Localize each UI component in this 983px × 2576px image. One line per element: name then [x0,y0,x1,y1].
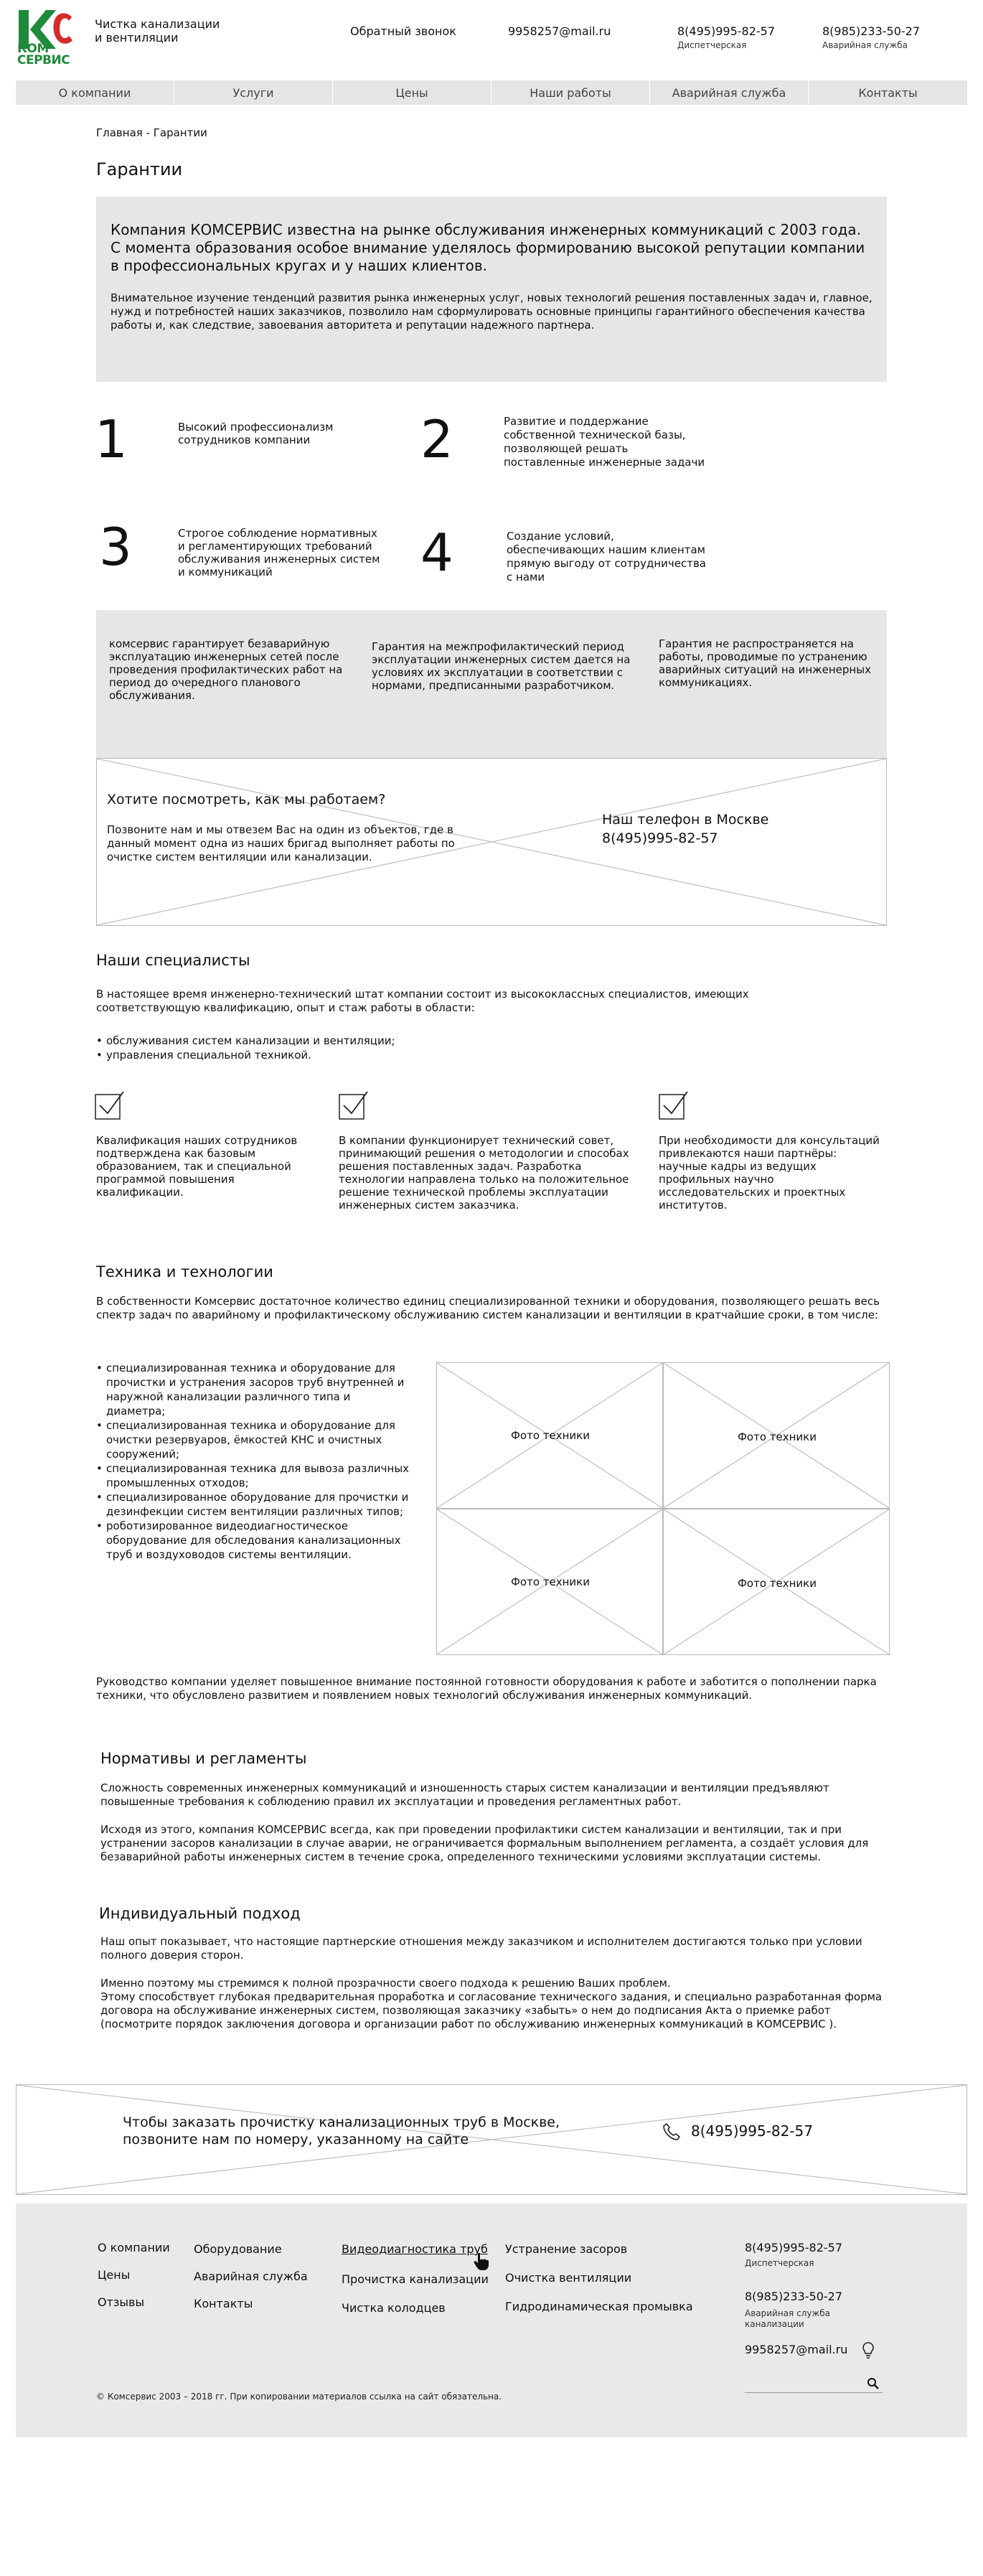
list-item: • специализированное оборудование для прочистки и дезинфекции систем вентиляции различных типов; [96,1490,412,1519]
principle-number-4: 4 [420,523,453,583]
nav-item-works[interactable]: Наши работы [492,80,650,105]
nav-item-prices[interactable]: Цены [333,80,492,105]
photo-caption: Фото техники [738,1430,817,1443]
header-email[interactable]: 9958257@mail.ru [508,24,611,38]
footer-phone-emergency[interactable]: 8(985)233-50-27 [745,2290,843,2303]
footer-link-clog-removal[interactable]: Устранение засоров [505,2242,628,2256]
cta-visit-banner [96,758,887,926]
list-item: • управления специальной техникой. [96,1048,395,1062]
specialists-title: Наши специалисты [96,952,250,969]
cta-visit-phone-label: Наш телефон в Москве [602,812,769,828]
header-phone-emergency[interactable]: 8(985)233-50-27 [822,24,921,38]
footer-link-about[interactable]: О компании [98,2241,170,2254]
checkbox-icon [659,1090,689,1120]
tech-list [96,1361,412,1562]
footer-phone-dispatch[interactable]: 8(495)995-82-57 [745,2241,843,2254]
footer-link-hydrodynamic-flushing[interactable]: Гидродинамическая промывка [505,2300,693,2313]
intro-panel [96,197,887,382]
guarantees-panel [96,610,887,759]
nav-item-about[interactable]: О компании [16,80,174,105]
search-icon[interactable] [867,2377,880,2390]
principle-number-3: 3 [99,517,132,577]
footer-link-contacts[interactable]: Контакты [194,2297,253,2310]
tagline: Чистка канализации и вентиляции [95,17,220,45]
cta-order-text: Чтобы заказать прочистку канализационных труб в Москве, позвоните нам по номеру, указанному на сайте [123,2114,560,2148]
tech-photo-2 [663,1362,890,1509]
footer-search-input[interactable] [745,2377,883,2393]
list-item: • специализированная техника для вывоза различных промышленных отходов; [96,1461,412,1490]
footer [16,2203,967,2437]
page-title: Гарантии [96,159,183,179]
footer-copyright: © Комсервис 2003 – 2018 гг. При копировании материалов ссылка на сайт обязательна. [96,2392,502,2402]
cta-visit-text: Позвоните нам и мы отвезем Вас на один из объектов, где в данный момент одна из наших бригад выполняет работы по очистке систем вентиляции или канализации. [107,823,455,863]
hand-cursor-icon [474,2252,489,2271]
checkbox-icon [339,1090,369,1120]
footer-link-emergency[interactable]: Аварийная служба [194,2270,308,2283]
tech-photo-4 [663,1509,890,1655]
intro-lead: Компания КОМСЕРВИС известна на рынке обслуживания инженерных коммуникаций с 2003 года. С момента образования особое внимание уделялось формированию высокой репутации компании в профессиональных кругах и у наших клиентов. [110,221,865,274]
specialists-feature-2: В компании функционирует технический совет, принимающий решения о методологии и способах решения поставленных задач. Разработка технологии направлена только на положительное решение технической проблемы эксплуатации инженерных систем заказчика. [339,1134,629,1212]
nav-item-contacts[interactable]: Контакты [858,85,918,100]
footer-phone-dispatch-label: Диспетчерская [745,2258,814,2268]
list-item: • специализированная техника и оборудование для прочистки и устранения засоров труб внутренней и наружной канализации различного типа и диаметра; [96,1361,412,1418]
main-nav [16,80,967,105]
list-item: • обслуживания систем канализации и вентиляции; [96,1034,395,1048]
footer-link-video-diagnostics[interactable]: Видеодиагностика труб [342,2242,488,2256]
tech-title: Техника и технологии [96,1263,273,1280]
list-item: • роботизированное видеодиагностическое оборудование для обследования канализационных труб и воздуховодов системы вентиляции. [96,1519,412,1562]
principle-number-1: 1 [95,409,128,469]
checkbox-icon [95,1090,125,1120]
principle-text-4: Создание условий, обеспечивающих нашим клиентам прямую выгоду от сотрудничества с нами [507,530,706,584]
specialists-list [96,1034,395,1062]
footer-link-well-cleaning[interactable]: Чистка колодцев [342,2301,446,2315]
principle-number-2: 2 [420,409,453,469]
guarantee-3: Гарантия не распространяется на работы, проводимые по устранению аварийных ситуаций на инженерных коммуникациях. [659,637,871,689]
tech-intro: В собственности Комсервис достаточное количество единиц специализированной техники и оборудования, позволяющего решать весь спектр задач по аварийному и профилактическому обслуживанию систем канализации и вентиляции в кратчайшие сроки, в том числе: [96,1295,880,1321]
lightbulb-icon [861,2341,875,2359]
footer-link-sewer-cleaning[interactable]: Прочистка канализации [342,2272,489,2286]
header-phone-dispatch[interactable]: 8(495)995-82-57 [677,24,776,38]
principle-text-3: Строгое соблюдение нормативных и регламентирующих требований обслуживания инженерных систем и коммуникаций [178,527,380,579]
specialists-feature-1: Квалификация наших сотрудников подтверждена как базовым образованием, так и специальной программой повышения квалификации. [96,1134,298,1199]
photo-caption: Фото техники [511,1575,590,1588]
principle-text-2: Развитие и поддержание собственной технической базы, позволяющей решать поставленные инженерные задачи [504,415,705,469]
footer-email[interactable]: 9958257@mail.ru [745,2343,848,2356]
norms-paragraph-1: Сложность современных инженерных коммуникаций и изношенность старых систем канализации и вентиляции предъявляют повышенные требования к соблюдению правил их эксплуатации и проведения регламентных работ. [100,1781,829,1808]
nav-item-services[interactable]: Услуги [174,80,333,105]
intro-body: Внимательное изучение тенденций развития рынка инженерных услуг, новых технологий решения поставленных задач и, главное, нужд и потребностей наших заказчиков, позволило нам сформулировать основные принципы гарантийного обеспечения качества работы и, как следствие, завоевания авторитета и репутации надежного партнера. [110,291,873,332]
phone-icon [662,2122,681,2141]
tech-outro: Руководство компании уделяет повышенное внимание постоянной готовности оборудования к работе и заботится о пополнении парка техники, что обусловлено развитием и появлением новых технологий обслуживания инженерных коммуникаций. [96,1675,877,1702]
tech-photo-1 [436,1362,663,1509]
header-phone-dispatch-label: Диспетчерская [677,40,747,50]
photo-caption: Фото техники [738,1577,817,1590]
footer-phone-emergency-label: Аварийная служба канализации [745,2308,831,2329]
guarantee-2: Гарантия на межпрофилактический период эксплуатации инженерных систем дается на условиях их эксплуатации в соответствии с нормами, предписанными разработчиком. [372,640,631,692]
specialists-feature-3: При необходимости для консультаций привлекаются наши партнёры: научные кадры из ведущих профильных научно исследовательских и проектных институтов. [659,1134,880,1212]
cta-visit-phone[interactable]: 8(495)995-82-57 [602,830,718,846]
individual-title: Индивидуальный подход [99,1905,301,1922]
logo-wordmark: КОМ СЕРВИС [17,42,70,67]
cta-visit-title: Хотите посмотреть, как мы работаем? [107,792,386,807]
header-phone-emergency-label: Аварийная служба [822,40,908,50]
footer-link-ventilation-cleaning[interactable]: Очистка вентиляции [505,2271,632,2285]
nav-item-emergency[interactable]: Аварийная служба [650,80,809,105]
individual-paragraph-2: Именно поэтому мы стремимся к полной прозрачности своего подхода к решению Ваших проблем. Этому способствует глубокая предварительная проработка и согласование технического задания, и специально разработанная форма договора на обслуживание инженерных систем, позволяющая заказчику «забыть» о нем до подписания Акта о приемке работ (посмотрите порядок заключения договора и организации работ по обслуживанию инженерных коммуникаций в КОМСЕРВИС ). [100,1977,883,2031]
callback-link[interactable]: Обратный звонок [350,24,456,38]
guarantee-1: комсервис гарантирует безаварийную эксплуатацию инженерных сетей после проведения профилактических работ на период до очередного планового обслуживания. [109,637,343,702]
cta-order-phone[interactable]: 8(495)995-82-57 [691,2122,814,2140]
tech-photo-3 [436,1509,663,1655]
principle-text-1: Высокий профессионализм сотрудников компании [178,421,334,446]
list-item: • специализированная техника и оборудование для очистки резервуаров, ёмкостей КНС и очистных сооружений; [96,1418,412,1461]
photo-caption: Фото техники [511,1429,590,1442]
footer-link-reviews[interactable]: Отзывы [98,2295,145,2309]
breadcrumb[interactable]: Главная - Гарантии [96,126,207,139]
individual-paragraph-1: Наш опыт показывает, что настоящие партнерские отношения между заказчиком и исполнителем достигаются только при условии полного доверия сторон. [100,1935,862,1962]
specialists-intro: В настоящее время инженерно-технический штат компании состоит из высококлассных специалистов, имеющих соответствующую квалификацию, опыт и стаж работы в области: [96,988,749,1014]
footer-link-equipment[interactable]: Оборудование [194,2242,282,2256]
cta-order-banner [16,2084,967,2195]
norms-paragraph-2: Исходя из этого, компания КОМСЕРВИС всегда, как при проведении профилактики систем канализации и вентиляции, так и при устранении засоров канализации в случае аварии, не ограничивается формальным выполнением регламента, а создаёт условия для безаварийной работы инженерных систем в течение срока, определенного техническими условиями эксплуатации системы. [100,1823,869,1863]
norms-title: Нормативы и регламенты [100,1750,307,1767]
footer-link-prices[interactable]: Цены [98,2268,131,2282]
